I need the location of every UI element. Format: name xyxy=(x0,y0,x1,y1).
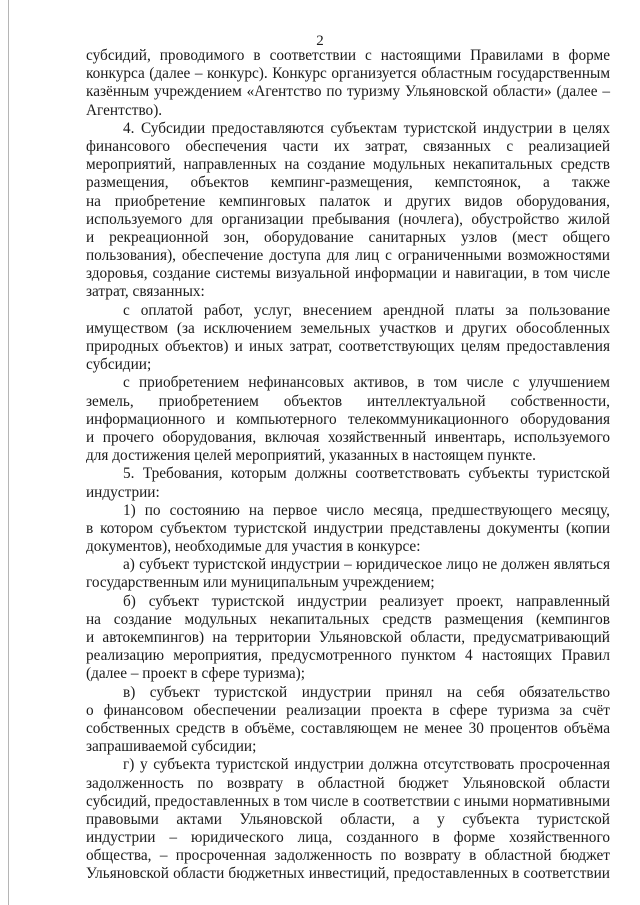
text-line: имуществом (за исключением земельных участков и других обособленных xyxy=(86,319,610,337)
text-line: информационного и компьютерного телекоммуникационного оборудования xyxy=(86,410,610,428)
text-line: используемого для организации пребывания (ночлега), обустройство жилой xyxy=(86,210,610,228)
text-line: общества, – просроченная задолженность по возврату в областной бюджет xyxy=(86,847,610,865)
text-line: затрат, связанных: xyxy=(86,283,205,301)
text-line: (далее – проект в сфере туризма); xyxy=(86,665,305,683)
text-line: и автокемпингов) на территории Ульяновской области, предусматривающий xyxy=(86,629,610,646)
text-line: субсидий, проводимого в соответствии с настоящими Правилами в форме xyxy=(86,47,610,64)
text-line: Ульяновской области бюджетных инвестиций, предоставленных в соответствии xyxy=(86,865,610,883)
text-line: о финансовом обеспечении реализации проекта в сфере туризма за счёт xyxy=(86,701,610,719)
text-line: финансового обеспечения части их затрат, связанных с реализацией xyxy=(86,137,610,155)
text-line: в) субъект туристской индустрии принял на себя обязательство xyxy=(123,683,610,701)
text-line: г) у субъекта туристской индустрии должна отсутствовать просроченная xyxy=(123,756,610,774)
text-line: а) субъект туристской индустрии – юридическое лицо не должен являться xyxy=(123,556,610,574)
text-line: размещения, объектов кемпинг-размещения, кемпстоянок, а также xyxy=(86,174,610,192)
text-line: Агентство). xyxy=(86,101,163,119)
text-line: государственным или муниципальным учреждением; xyxy=(86,574,435,592)
scan-edge-mark xyxy=(8,0,9,905)
text-line: субсидии; xyxy=(86,356,152,374)
text-line: собственных средств в объёме, составляющем не менее 30 процентов объёма xyxy=(86,719,610,737)
document-body xyxy=(86,47,610,884)
text-line: здоровья, создание системы визуальной информации и навигации, в том числе xyxy=(86,265,610,283)
page-number: 2 xyxy=(316,33,324,49)
text-line: запрашиваемой субсидии; xyxy=(86,738,257,756)
text-line: земель, приобретением объектов интеллектуальной собственности, xyxy=(86,392,610,410)
text-line: на приобретение кемпинговых палаток и других видов оборудования, xyxy=(86,192,610,210)
text-line: индустрии – юридического лица, созданного в форме хозяйственного xyxy=(86,829,610,847)
text-line: субсидий, предоставленных в том числе в соответствии с иными нормативными xyxy=(86,792,611,810)
text-line: 4. Субсидии предоставляются субъектам туристской индустрии в целях xyxy=(123,119,610,137)
text-line: пользования), обеспечение доступа для лиц с ограниченными возможностями xyxy=(86,247,610,265)
text-line: на создание модульных некапитальных средств размещения (кемпингов xyxy=(86,610,610,628)
text-line: для достижения целей мероприятий, указанных в настоящем пункте. xyxy=(86,447,536,465)
text-line: документов), необходимые для участия в конкурсе: xyxy=(86,538,421,556)
text-line: реализацию мероприятия, предусмотренного пунктом 4 настоящих Правил xyxy=(86,647,610,665)
text-line: с оплатой работ, услуг, внесением арендной платы за пользование xyxy=(123,301,610,319)
text-line: казённым учреждением «Агентство по туризму Ульяновской области» (далее – xyxy=(86,83,610,101)
text-line: 1) по состоянию на первое число месяца, предшествующего месяцу, xyxy=(123,501,610,519)
text-line: и рекреационной зон, оборудование санитарных узлов (мест общего xyxy=(86,228,610,246)
text-line: конкурса (далее – конкурс). Конкурс организуется областным государственным xyxy=(86,65,610,83)
text-line: индустрии: xyxy=(86,483,160,501)
text-line: с приобретением нефинансовых активов, в том числе с улучшением xyxy=(123,374,610,392)
text-line: б) субъект туристской индустрии реализует проект, направленный xyxy=(123,592,610,610)
text-line: 5. Требования, которым должны соответствовать субъекты туристской xyxy=(123,465,610,483)
text-line: и прочего оборудования, включая хозяйственный инвентарь, используемого xyxy=(86,428,610,446)
text-line: в котором субъектом туристской индустрии представлены документы (копии xyxy=(86,519,610,537)
text-line: мероприятий, направленных на создание модульных некапитальных средств xyxy=(86,156,610,174)
text-line: задолженность по возврату в областной бюджет Ульяновской области xyxy=(86,774,610,792)
text-line: правовыми актами Ульяновской области, а у субъекта туристской xyxy=(86,810,610,828)
text-line: природных объектов) и иных затрат, соответствующих целям предоставления xyxy=(86,338,610,355)
